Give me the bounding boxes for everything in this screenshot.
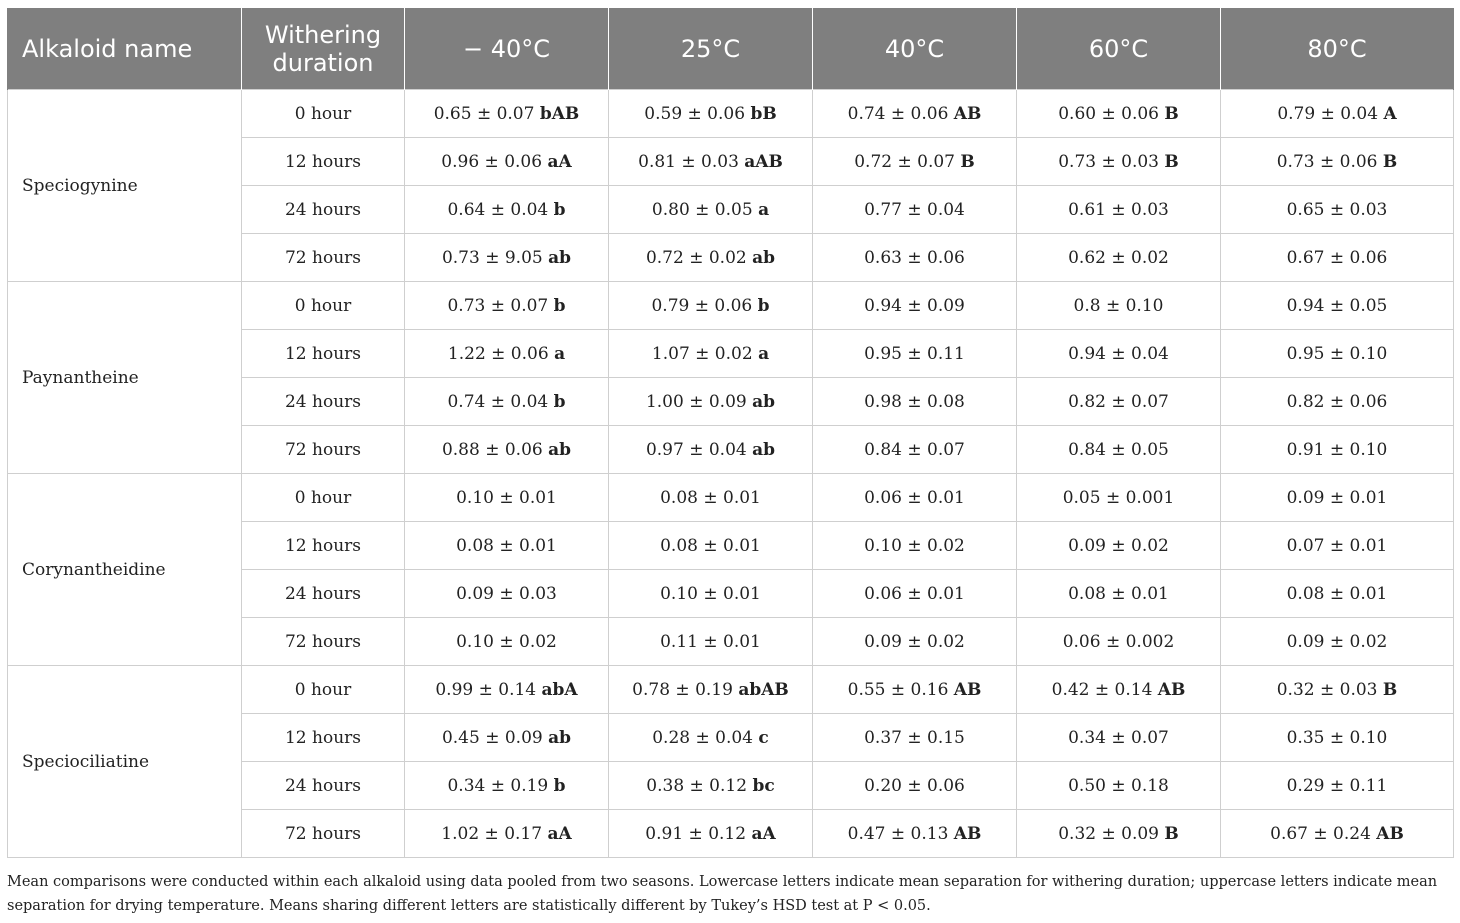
mean-sd-value: 0.97 ± 0.04 xyxy=(645,439,747,460)
mean-sd-value: 0.65 ± 0.03 xyxy=(1286,199,1388,220)
value-cell xyxy=(1017,234,1221,282)
significance-letters: a xyxy=(554,343,566,364)
significance-letters: aAB xyxy=(744,151,783,172)
significance-letters: c xyxy=(758,727,769,748)
value-cell xyxy=(609,762,813,810)
table-row xyxy=(8,666,1454,714)
header-withering-duration: Withering duration xyxy=(242,8,405,90)
alkaloid-table xyxy=(7,8,1454,858)
mean-sd-value: 0.95 ± 0.10 xyxy=(1286,343,1388,364)
mean-sd-value: 0.78 ± 0.19 xyxy=(632,679,733,700)
significance-letters: aA xyxy=(751,823,776,844)
significance-letters: AB xyxy=(953,823,982,844)
mean-sd-value: 1.07 ± 0.02 xyxy=(651,343,753,364)
value-cell xyxy=(405,330,609,378)
mean-sd-value: 0.65 ± 0.07 xyxy=(433,103,535,124)
value-cell xyxy=(405,522,609,570)
value-cell xyxy=(405,618,609,666)
value-cell xyxy=(405,570,609,618)
withering-duration-cell: 12 hours xyxy=(242,330,405,378)
value-cell xyxy=(609,522,813,570)
value-cell xyxy=(1017,330,1221,378)
value-cell xyxy=(609,330,813,378)
significance-letters: bB xyxy=(750,103,777,124)
value-cell xyxy=(813,522,1017,570)
mean-sd-value: 0.32 ± 0.03 xyxy=(1276,679,1378,700)
mean-sd-value: 0.55 ± 0.16 xyxy=(847,679,949,700)
significance-letters: AB xyxy=(953,679,982,700)
significance-letters: B xyxy=(1382,151,1398,172)
mean-sd-value: 0.84 ± 0.07 xyxy=(864,439,965,460)
value-cell xyxy=(609,618,813,666)
mean-sd-value: 0.37 ± 0.15 xyxy=(864,727,965,748)
withering-duration-cell: 72 hours xyxy=(242,234,405,282)
value-cell xyxy=(1017,666,1221,714)
significance-letters: AB xyxy=(1157,679,1186,700)
withering-duration-cell: 0 hour xyxy=(242,90,405,138)
value-cell xyxy=(1017,186,1221,234)
value-cell xyxy=(813,618,1017,666)
value-cell xyxy=(1221,522,1454,570)
mean-sd-value: 0.59 ± 0.06 xyxy=(644,103,746,124)
mean-sd-value: 0.45 ± 0.09 xyxy=(441,727,543,748)
value-cell xyxy=(405,762,609,810)
value-cell xyxy=(1017,618,1221,666)
withering-duration-cell: 72 hours xyxy=(242,426,405,474)
value-cell xyxy=(1017,714,1221,762)
mean-sd-value: 0.94 ± 0.04 xyxy=(1068,343,1169,364)
mean-sd-value: 0.09 ± 0.02 xyxy=(1068,535,1169,556)
header-temp-80: 80°C xyxy=(1221,8,1454,90)
mean-sd-value: 0.72 ± 0.02 xyxy=(645,247,747,268)
significance-letters: a xyxy=(758,343,770,364)
value-cell xyxy=(1017,138,1221,186)
significance-letters: ab xyxy=(548,439,572,460)
value-cell xyxy=(1017,762,1221,810)
value-cell xyxy=(1221,762,1454,810)
mean-sd-value: 0.84 ± 0.05 xyxy=(1068,439,1169,460)
header-alkaloid-name: Alkaloid name xyxy=(8,8,242,90)
withering-duration-cell: 24 hours xyxy=(242,378,405,426)
value-cell xyxy=(609,474,813,522)
value-cell xyxy=(1017,810,1221,858)
mean-sd-value: 0.07 ± 0.01 xyxy=(1286,535,1388,556)
withering-duration-cell: 72 hours xyxy=(242,618,405,666)
value-cell xyxy=(405,138,609,186)
value-cell xyxy=(1221,474,1454,522)
mean-sd-value: 0.42 ± 0.14 xyxy=(1051,679,1153,700)
alkaloid-name-cell: Paynantheine xyxy=(8,282,242,474)
value-cell xyxy=(813,714,1017,762)
significance-letters: AB xyxy=(953,103,982,124)
mean-sd-value: 1.22 ± 0.06 xyxy=(447,343,549,364)
value-cell xyxy=(609,426,813,474)
withering-duration-cell: 12 hours xyxy=(242,522,405,570)
withering-duration-cell: 12 hours xyxy=(242,138,405,186)
value-cell xyxy=(1017,570,1221,618)
mean-sd-value: 0.08 ± 0.01 xyxy=(660,535,761,556)
value-cell xyxy=(1221,378,1454,426)
value-cell xyxy=(609,282,813,330)
significance-letters: b xyxy=(553,295,566,316)
value-cell xyxy=(405,714,609,762)
value-cell xyxy=(609,570,813,618)
significance-letters: abA xyxy=(541,679,578,700)
value-cell xyxy=(405,666,609,714)
mean-sd-value: 0.73 ± 9.05 xyxy=(441,247,543,268)
mean-sd-value: 0.28 ± 0.04 xyxy=(652,727,753,748)
mean-sd-value: 0.09 ± 0.02 xyxy=(1286,631,1388,652)
mean-sd-value: 0.73 ± 0.03 xyxy=(1058,151,1159,172)
significance-letters: b xyxy=(553,391,566,412)
header-temp-60: 60°C xyxy=(1017,8,1221,90)
significance-letters: ab xyxy=(548,247,572,268)
mean-sd-value: 0.94 ± 0.09 xyxy=(864,295,965,316)
mean-sd-value: 0.08 ± 0.01 xyxy=(660,487,761,508)
mean-sd-value: 0.8 ± 0.10 xyxy=(1073,295,1164,316)
significance-letters: bc xyxy=(752,775,775,796)
value-cell xyxy=(1017,426,1221,474)
value-cell xyxy=(813,234,1017,282)
alkaloid-name-cell: Speciociliatine xyxy=(8,666,242,858)
table-row xyxy=(8,282,1454,330)
value-cell xyxy=(1017,90,1221,138)
value-cell xyxy=(813,282,1017,330)
value-cell xyxy=(813,810,1017,858)
mean-sd-value: 0.47 ± 0.13 xyxy=(847,823,949,844)
mean-sd-value: 0.62 ± 0.02 xyxy=(1068,247,1169,268)
mean-sd-value: 0.29 ± 0.11 xyxy=(1286,775,1388,796)
significance-letters: abAB xyxy=(738,679,789,700)
value-cell xyxy=(1221,714,1454,762)
mean-sd-value: 0.67 ± 0.24 xyxy=(1270,823,1371,844)
withering-duration-cell: 24 hours xyxy=(242,762,405,810)
header-temp-25: 25°C xyxy=(609,8,813,90)
withering-duration-cell: 0 hour xyxy=(242,282,405,330)
value-cell xyxy=(1017,474,1221,522)
significance-letters: ab xyxy=(752,247,776,268)
value-cell xyxy=(813,378,1017,426)
value-cell xyxy=(813,426,1017,474)
mean-sd-value: 0.91 ± 0.10 xyxy=(1286,439,1388,460)
mean-sd-value: 0.10 ± 0.01 xyxy=(456,487,557,508)
value-cell xyxy=(405,90,609,138)
mean-sd-value: 0.06 ± 0.01 xyxy=(864,583,965,604)
value-cell xyxy=(1221,618,1454,666)
significance-letters: ab xyxy=(752,439,776,460)
value-cell xyxy=(609,90,813,138)
significance-letters: aA xyxy=(547,823,572,844)
mean-sd-value: 0.34 ± 0.07 xyxy=(1068,727,1169,748)
mean-sd-value: 0.10 ± 0.02 xyxy=(456,631,557,652)
significance-letters: b xyxy=(553,775,566,796)
value-cell xyxy=(609,810,813,858)
mean-sd-value: 0.05 ± 0.001 xyxy=(1062,487,1175,508)
mean-sd-value: 0.79 ± 0.04 xyxy=(1277,103,1379,124)
withering-duration-cell: 72 hours xyxy=(242,810,405,858)
value-cell xyxy=(1221,234,1454,282)
mean-sd-value: 0.74 ± 0.04 xyxy=(447,391,549,412)
mean-sd-value: 0.88 ± 0.06 xyxy=(441,439,543,460)
value-cell xyxy=(1221,138,1454,186)
mean-sd-value: 0.82 ± 0.07 xyxy=(1068,391,1169,412)
mean-sd-value: 0.63 ± 0.06 xyxy=(864,247,965,268)
significance-letters: B xyxy=(1164,103,1179,124)
significance-letters: B xyxy=(1164,151,1179,172)
value-cell xyxy=(405,426,609,474)
significance-letters: ab xyxy=(548,727,572,748)
value-cell xyxy=(609,666,813,714)
mean-sd-value: 0.09 ± 0.02 xyxy=(864,631,965,652)
mean-sd-value: 0.32 ± 0.09 xyxy=(1058,823,1159,844)
value-cell xyxy=(609,714,813,762)
value-cell xyxy=(813,186,1017,234)
mean-sd-value: 0.08 ± 0.01 xyxy=(456,535,557,556)
value-cell xyxy=(609,378,813,426)
mean-sd-value: 0.10 ± 0.01 xyxy=(660,583,761,604)
mean-sd-value: 0.73 ± 0.06 xyxy=(1276,151,1378,172)
value-cell xyxy=(405,810,609,858)
mean-sd-value: 0.06 ± 0.01 xyxy=(864,487,965,508)
value-cell xyxy=(1221,330,1454,378)
significance-letters: B xyxy=(1382,679,1398,700)
value-cell xyxy=(609,138,813,186)
mean-sd-value: 0.81 ± 0.03 xyxy=(638,151,739,172)
value-cell xyxy=(609,234,813,282)
withering-duration-cell: 24 hours xyxy=(242,186,405,234)
mean-sd-value: 0.08 ± 0.01 xyxy=(1286,583,1388,604)
table-footnote: Mean comparisons were conducted within each alkaloid using data pooled from two seasons. Lowercase letters indicate mean separation for withering duration; uppercase letters indicate mean separation for drying temperature. Means sharing different letters are statistically different by Tukey’s HSD test at P < 0.05. xyxy=(7,874,1438,914)
significance-letters: ab xyxy=(752,391,776,412)
mean-sd-value: 0.94 ± 0.05 xyxy=(1286,295,1388,316)
value-cell xyxy=(405,234,609,282)
mean-sd-value: 0.98 ± 0.08 xyxy=(864,391,965,412)
value-cell xyxy=(1017,378,1221,426)
value-cell xyxy=(813,474,1017,522)
value-cell xyxy=(1221,282,1454,330)
mean-sd-value: 0.95 ± 0.11 xyxy=(864,343,965,364)
withering-duration-cell: 24 hours xyxy=(242,570,405,618)
table-row xyxy=(8,474,1454,522)
value-cell xyxy=(1221,426,1454,474)
mean-sd-value: 0.11 ± 0.01 xyxy=(660,631,761,652)
mean-sd-value: 0.38 ± 0.12 xyxy=(646,775,748,796)
value-cell xyxy=(405,186,609,234)
value-cell xyxy=(609,186,813,234)
mean-sd-value: 0.50 ± 0.18 xyxy=(1068,775,1169,796)
mean-sd-value: 0.82 ± 0.06 xyxy=(1286,391,1388,412)
mean-sd-value: 1.02 ± 0.17 xyxy=(441,823,543,844)
mean-sd-value: 0.06 ± 0.002 xyxy=(1062,631,1175,652)
value-cell xyxy=(1221,570,1454,618)
significance-letters: A xyxy=(1383,103,1397,124)
mean-sd-value: 0.61 ± 0.03 xyxy=(1068,199,1169,220)
value-cell xyxy=(405,378,609,426)
value-cell xyxy=(1017,522,1221,570)
mean-sd-value: 0.09 ± 0.03 xyxy=(456,583,557,604)
mean-sd-value: 0.96 ± 0.06 xyxy=(441,151,543,172)
significance-letters: bAB xyxy=(539,103,580,124)
mean-sd-value: 0.72 ± 0.07 xyxy=(854,151,955,172)
mean-sd-value: 0.99 ± 0.14 xyxy=(435,679,537,700)
significance-letters: aA xyxy=(547,151,572,172)
value-cell xyxy=(1221,90,1454,138)
value-cell xyxy=(1221,186,1454,234)
alkaloid-name-cell: Speciogynine xyxy=(8,90,242,282)
mean-sd-value: 0.79 ± 0.06 xyxy=(651,295,753,316)
significance-letters: a xyxy=(758,199,770,220)
mean-sd-value: 0.77 ± 0.04 xyxy=(864,199,965,220)
withering-duration-cell: 0 hour xyxy=(242,666,405,714)
mean-sd-value: 0.64 ± 0.04 xyxy=(447,199,549,220)
withering-duration-cell: 0 hour xyxy=(242,474,405,522)
value-cell xyxy=(813,138,1017,186)
table-row xyxy=(8,90,1454,138)
value-cell xyxy=(813,90,1017,138)
mean-sd-value: 0.08 ± 0.01 xyxy=(1068,583,1169,604)
mean-sd-value: 0.60 ± 0.06 xyxy=(1058,103,1159,124)
value-cell xyxy=(813,570,1017,618)
value-cell xyxy=(1221,666,1454,714)
significance-letters: B xyxy=(960,151,975,172)
value-cell xyxy=(405,282,609,330)
value-cell xyxy=(813,666,1017,714)
mean-sd-value: 0.09 ± 0.01 xyxy=(1286,487,1388,508)
mean-sd-value: 0.74 ± 0.06 xyxy=(847,103,949,124)
mean-sd-value: 0.35 ± 0.10 xyxy=(1286,727,1388,748)
mean-sd-value: 0.67 ± 0.06 xyxy=(1286,247,1388,268)
value-cell xyxy=(1221,810,1454,858)
table-body xyxy=(8,90,1454,858)
value-cell xyxy=(1017,282,1221,330)
value-cell xyxy=(813,762,1017,810)
header-temp-minus-40: − 40°C xyxy=(405,8,609,90)
alkaloid-name-cell: Corynantheidine xyxy=(8,474,242,666)
mean-sd-value: 0.34 ± 0.19 xyxy=(447,775,549,796)
mean-sd-value: 1.00 ± 0.09 xyxy=(645,391,747,412)
significance-letters: B xyxy=(1164,823,1179,844)
mean-sd-value: 0.20 ± 0.06 xyxy=(864,775,965,796)
value-cell xyxy=(813,330,1017,378)
mean-sd-value: 0.73 ± 0.07 xyxy=(447,295,549,316)
header-row xyxy=(8,8,1454,90)
significance-letters: b xyxy=(553,199,566,220)
mean-sd-value: 0.91 ± 0.12 xyxy=(645,823,747,844)
significance-letters: b xyxy=(757,295,770,316)
header-temp-40: 40°C xyxy=(813,8,1017,90)
value-cell xyxy=(405,474,609,522)
mean-sd-value: 0.80 ± 0.05 xyxy=(651,199,753,220)
mean-sd-value: 0.10 ± 0.02 xyxy=(864,535,965,556)
withering-duration-cell: 12 hours xyxy=(242,714,405,762)
significance-letters: AB xyxy=(1376,823,1404,844)
